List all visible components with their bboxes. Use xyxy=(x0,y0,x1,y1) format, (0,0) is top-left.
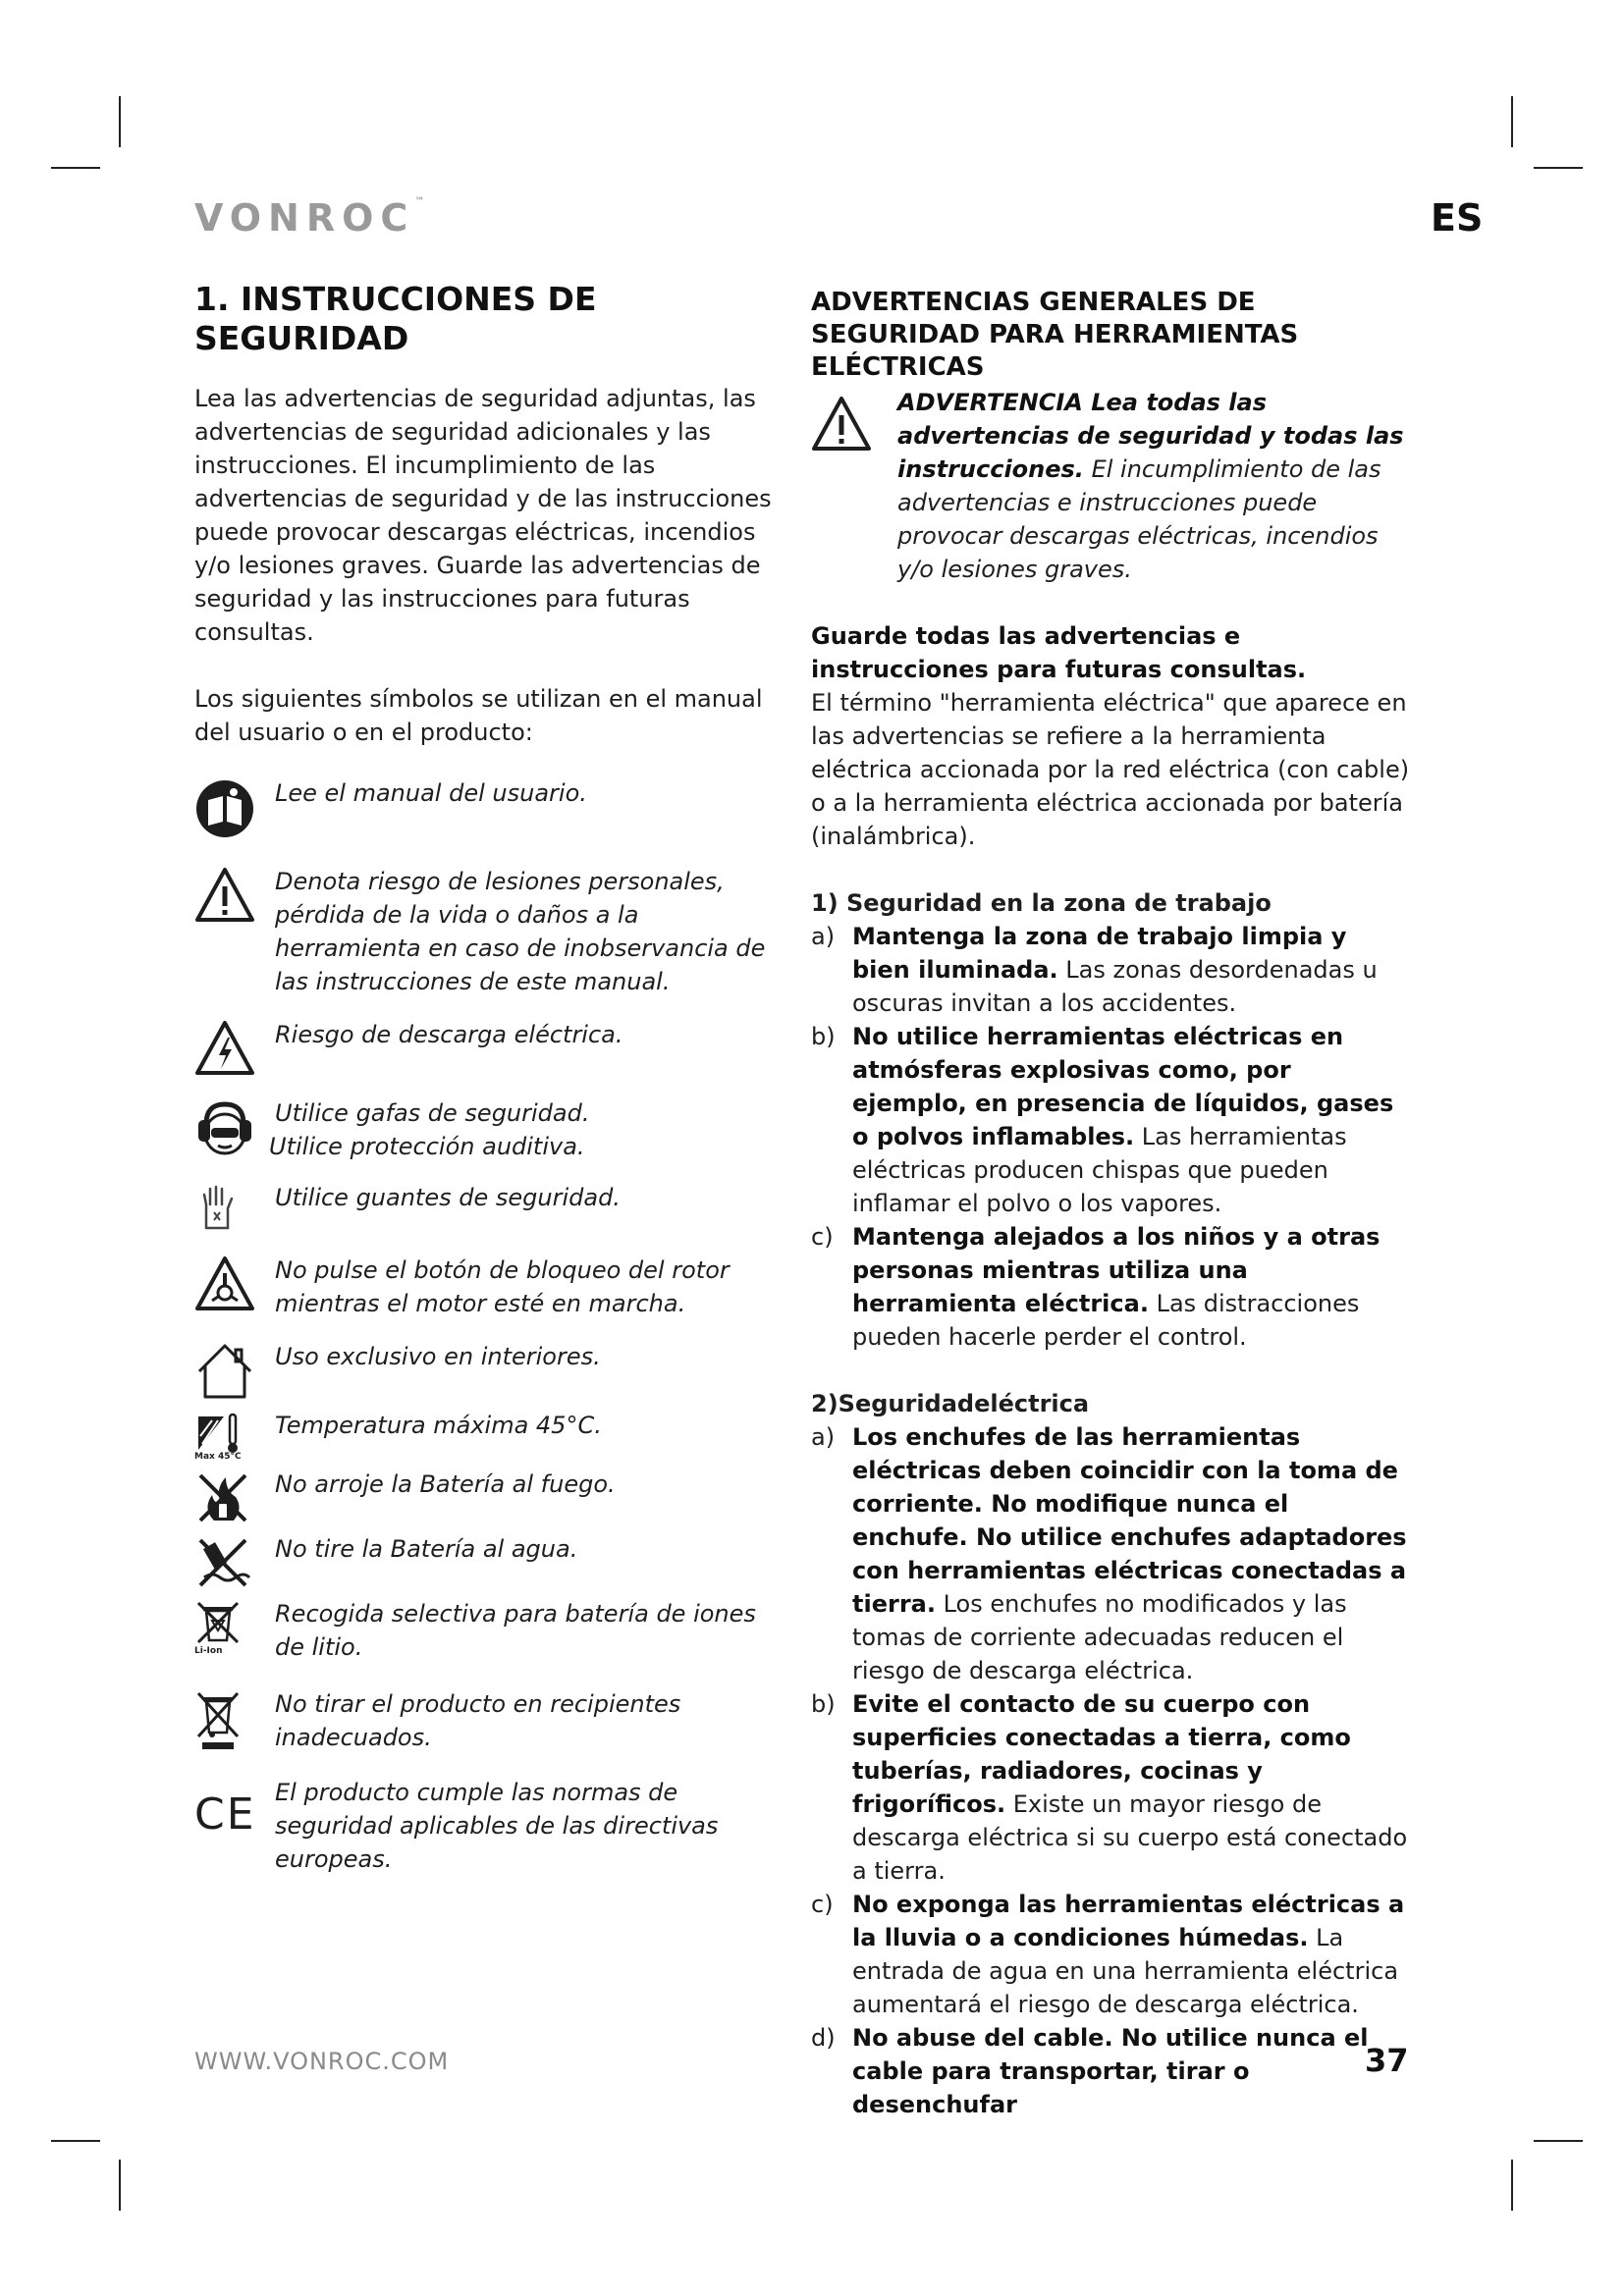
no-water-icon xyxy=(194,1532,273,1591)
indoor-house-icon xyxy=(194,1340,273,1401)
section-title: 1. INSTRUCCIONES DE SEGURIDAD xyxy=(194,280,597,357)
list-item: d) No abuse del cable. No utilice nunca el cable para transportar, tirar o desenchufar xyxy=(811,2024,1369,2118)
symbol-text: Uso exclusivo en interiores. xyxy=(275,1343,601,1370)
keep-instructions: Guarde todas las advertencias e instrucciones para futuras consultas. xyxy=(811,622,1307,683)
intro-paragraph: Lea las advertencias de seguridad adjuntas, las advertencias de seguridad adicionales y las instrucciones. El incumplimiento de las advertencias de seguridad y de las instrucciones puede provocar descargas eléctricas, incendios y/o lesiones graves. Guarde las advertencias de seguridad y las instrucciones para futuras consultas. xyxy=(194,385,772,646)
symbol-text: Temperatura máxima 45°C. xyxy=(275,1412,602,1439)
page-number: 37 xyxy=(1365,2042,1409,2079)
right-column xyxy=(811,287,1410,2121)
symbol-row xyxy=(194,1468,788,1526)
warning-bold: ADVERTENCIA Lea todas las advertencias de seguridad y todas las instrucciones. xyxy=(897,389,1404,483)
electric-shock-icon xyxy=(194,1018,273,1077)
symbol-row xyxy=(194,1776,788,1876)
crop-mark xyxy=(51,2140,100,2142)
warning-box xyxy=(811,386,1410,586)
warning-rest: El incumplimiento de las advertencias e instrucciones puede provocar descargas eléctricas, incendios y/o lesiones graves. xyxy=(897,455,1381,583)
symbol-text: No arroje la Batería al fuego. xyxy=(275,1470,616,1498)
symbol-text-line: Utilice protección auditiva. xyxy=(269,1133,585,1160)
general-warnings-title: ADVERTENCIAS GENERALES DE SEGURIDAD PARA HERRAMIENTAS ELÉCTRICAS xyxy=(811,288,1299,382)
symbol-row xyxy=(194,1597,788,1664)
crop-mark xyxy=(1534,167,1583,169)
symbol-text-line: Utilice gafas de seguridad. xyxy=(275,1099,590,1127)
symbol-row xyxy=(194,1181,788,1232)
symbol-row xyxy=(194,776,788,839)
rotor-lock-icon xyxy=(194,1254,273,1312)
list-item: b) Evite el contacto de su cuerpo con superficies conectadas a tierra, como tuberías, radiadores, cocinas y frigoríficos. Existe un mayor riesgo de descarga eléctrica si su cuerpo está conectado a tierra. xyxy=(811,1690,1408,1885)
section-electrical-title: 2)Seguridadeléctrica xyxy=(811,1390,1090,1417)
language-code: ES xyxy=(1431,196,1484,240)
list-item: b) No utilice herramientas eléctricas en atmósferas explosivas como, por ejemplo, en presencia de líquidos, gases o polvos inflamables. Las herramientas eléctricas producen chispas que pueden inflamar el polvo o los vapores. xyxy=(811,1023,1394,1217)
term-definition: El término "herramienta eléctrica" que aparece en las advertencias se refiere a la herramienta eléctrica accionada por la red eléctrica (con cable) o a la herramienta eléctrica accionada por batería (inalámbrica). xyxy=(811,689,1410,850)
crop-mark xyxy=(1511,96,1513,147)
symbol-text: No pulse el botón de bloqueo del rotor mientras el motor esté en marcha. xyxy=(275,1256,730,1317)
crop-mark xyxy=(1534,2140,1583,2142)
li-ion-recycle-icon xyxy=(194,1597,273,1656)
symbol-text: No tirar el producto en recipientes inadecuados. xyxy=(275,1690,681,1751)
symbol-row xyxy=(194,1409,788,1462)
symbol-text: Riesgo de descarga eléctrica. xyxy=(275,1021,623,1048)
ce-mark-text: CE xyxy=(194,1789,256,1840)
goggles-ear-protection-icon xyxy=(194,1096,273,1159)
crop-mark xyxy=(119,2160,121,2211)
crossed-bin-icon xyxy=(194,1687,273,1750)
symbol-row xyxy=(194,865,788,998)
symbol-text: Utilice guantes de seguridad. xyxy=(275,1184,621,1211)
warning-text xyxy=(897,386,1410,586)
warning-triangle-icon xyxy=(194,865,273,924)
left-column xyxy=(194,280,788,1876)
symbol-text: Recogida selectiva para batería de iones de litio. xyxy=(275,1600,756,1661)
max-temperature-icon xyxy=(194,1409,273,1462)
section-work-area-title: 1) Seguridad en la zona de trabajo xyxy=(811,889,1272,917)
symbol-row xyxy=(194,1340,788,1401)
crop-mark xyxy=(51,167,100,169)
list-item: c) Mantenga alejados a los niños y a otras personas mientras utiliza una herramienta eléctrica. Las distracciones pueden hacerle perder el control. xyxy=(811,1223,1380,1351)
max-temperature-label: Max 45°C xyxy=(194,1452,242,1462)
symbol-text: No tire la Batería al agua. xyxy=(275,1535,578,1563)
symbol-row xyxy=(194,1018,788,1077)
list-item: c) No exponga las herramientas eléctricas a la lluvia o a condiciones húmedas. La entrada de agua en una herramienta eléctrica aumentará el riesgo de descarga eléctrica. xyxy=(811,1891,1405,2018)
brand-logo: VONROC™ xyxy=(194,196,425,240)
symbol-text: Lee el manual del usuario. xyxy=(275,779,587,807)
no-fire-icon xyxy=(194,1468,273,1526)
crop-mark xyxy=(119,96,121,147)
list-item: a) Mantenga la zona de trabajo limpia y bien iluminada. Las zonas desordenadas u oscuras invitan a los accidentes. xyxy=(811,923,1378,1017)
footer-website: WWW.VONROC.COM xyxy=(194,2048,450,2075)
crop-mark xyxy=(1511,2160,1513,2211)
list-item: a) Los enchufes de las herramientas eléctricas deben coincidir con la toma de corriente. No modifique nunca el enchufe. No utilice enchufes adaptadores con herramientas eléctricas conectadas a tierra. Los enchufes no modificados y las tomas de corriente adecuadas reducen el riesgo de descarga eléctrica. xyxy=(811,1423,1407,1684)
warning-triangle-icon xyxy=(811,386,897,586)
symbol-row xyxy=(194,1096,788,1163)
symbols-intro: Los siguientes símbolos se utilizan en el manual del usuario o en el producto: xyxy=(194,685,763,746)
symbol-text xyxy=(269,1096,788,1163)
symbol-text: El producto cumple las normas de seguridad aplicables de las directivas europeas. xyxy=(275,1779,719,1873)
safety-gloves-icon xyxy=(194,1181,273,1232)
symbol-row xyxy=(194,1532,788,1591)
li-ion-label: Li-Ion xyxy=(194,1646,223,1656)
symbol-row xyxy=(194,1254,788,1320)
ce-mark-icon xyxy=(194,1776,273,1840)
read-manual-icon xyxy=(194,776,273,839)
symbol-text: Denota riesgo de lesiones personales, pérdida de la vida o daños a la herramienta en caso de inobservancia de las instrucciones de este manual. xyxy=(275,868,766,995)
symbol-row xyxy=(194,1687,788,1754)
